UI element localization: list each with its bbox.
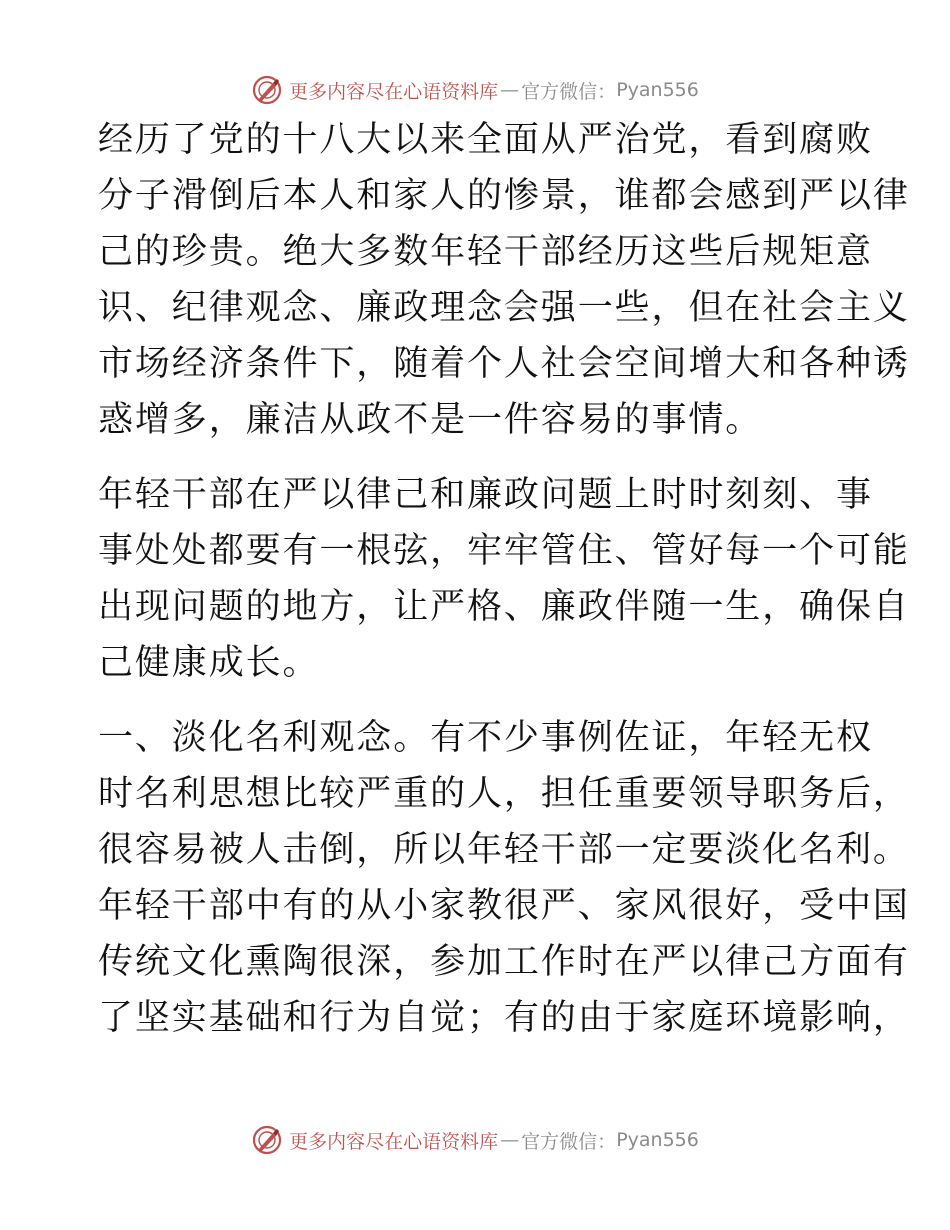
text-line: 经历了党的十八大以来全面从严治党，看到腐败 bbox=[98, 120, 873, 160]
text-line: 惑增多，廉洁从政不是一件容易的事情。 bbox=[98, 400, 763, 440]
watermark-dash: — bbox=[500, 79, 520, 101]
text-line: 市场经济条件下，随着个人社会空间增大和各种诱 bbox=[98, 344, 910, 384]
text-line: 年轻干部在严以律己和廉政问题上时时刻刻、事 bbox=[98, 475, 873, 515]
paragraph bbox=[98, 112, 910, 448]
watermark-official-label: 官方微信： bbox=[521, 1130, 617, 1153]
text-line: 己的珍贵。绝大多数年轻干部经历这些后规矩意 bbox=[98, 232, 873, 272]
text-line: 事处处都要有一根弦，牢牢管住、管好每一个可能 bbox=[98, 531, 910, 571]
watermark-official-label: 官方微信： bbox=[521, 80, 617, 103]
text-line: 很容易被人击倒，所以年轻干部一定要淡化名利。 bbox=[98, 830, 910, 870]
paragraph bbox=[98, 467, 910, 691]
text-line: 己健康成长。 bbox=[98, 643, 320, 683]
footer-watermark bbox=[0, 1120, 950, 1160]
text-line: 识、纪律观念、廉政理念会强一些，但在社会主义 bbox=[98, 288, 910, 328]
text-line: 分子滑倒后本人和家人的惨景，谁都会感到严以律 bbox=[98, 176, 910, 216]
paragraph bbox=[98, 710, 910, 1046]
text-line: 年轻干部中有的从小家教很严、家风很好，受中国 bbox=[98, 886, 910, 926]
watermark-dash: — bbox=[500, 1129, 520, 1151]
pen-logo-icon bbox=[251, 74, 283, 106]
text-line: 出现问题的地方，让严格、廉政伴随一生，确保自 bbox=[98, 587, 910, 627]
watermark-text: 更多内容尽在心语资料库 bbox=[289, 1130, 499, 1153]
pen-logo-icon bbox=[251, 1124, 283, 1156]
header-watermark bbox=[0, 70, 950, 110]
text-line: 一、淡化名利观念。有不少事例佐证，年轻无权 bbox=[98, 718, 873, 758]
watermark-wechat-id: Pyan556 bbox=[616, 79, 699, 101]
document-body bbox=[98, 112, 910, 1046]
text-line: 了坚实基础和行为自觉；有的由于家庭环境影响， bbox=[98, 998, 910, 1038]
watermark-text: 更多内容尽在心语资料库 bbox=[289, 80, 499, 103]
text-line: 传统文化熏陶很深，参加工作时在严以律己方面有 bbox=[98, 942, 910, 982]
watermark-wechat-id: Pyan556 bbox=[616, 1129, 699, 1151]
text-line: 时名利思想比较严重的人，担任重要领导职务后， bbox=[98, 774, 910, 814]
